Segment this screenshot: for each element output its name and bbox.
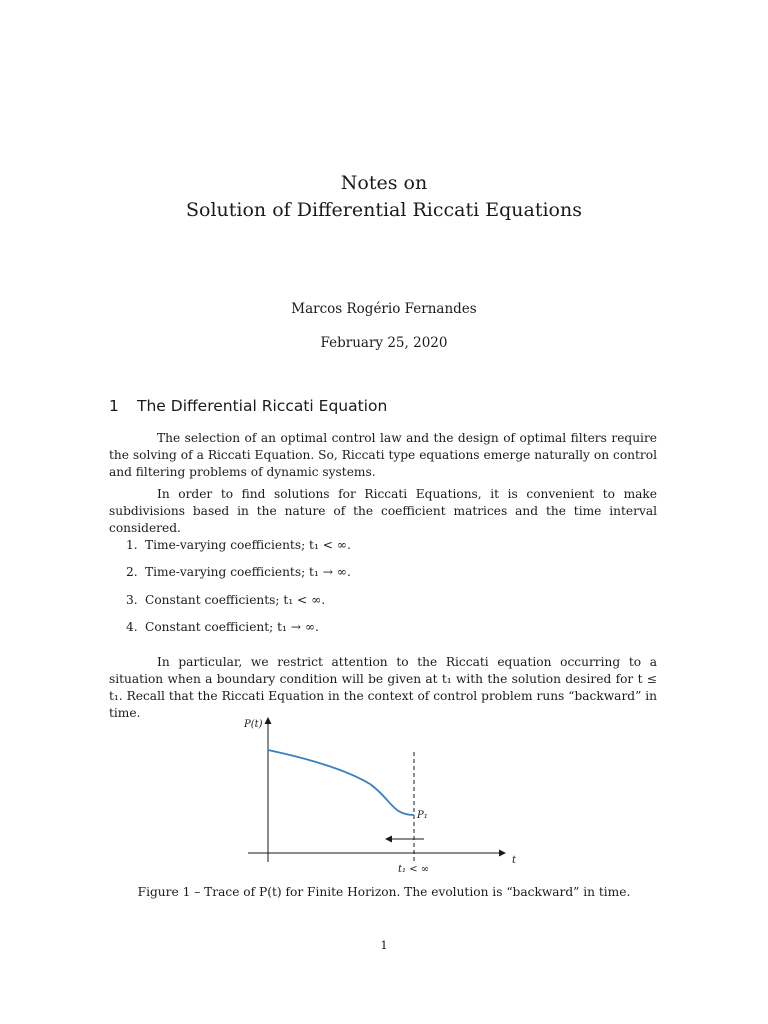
t1-tick-label: t₁ < ∞ (398, 864, 430, 875)
x-axis-label: t (512, 855, 517, 866)
y-axis-label: P(t) (244, 719, 263, 730)
list-item (126, 565, 351, 579)
p1-label: P₁ (417, 810, 428, 821)
author: Marcos Rogério Fernandes (291, 301, 477, 317)
document-title (0, 170, 768, 224)
figure-riccati-trace (230, 712, 530, 882)
list-item-number: 1. (126, 538, 138, 552)
list-item-text: Time-varying coefficients; t₁ < ∞. (145, 538, 351, 552)
list-item-number: 2. (126, 565, 138, 579)
p-of-t-curve (268, 750, 414, 815)
paragraph-1: The selection of an optimal control law and the design of optimal filters require the solving of a Riccati Equation. So, Riccati type equations emerge naturally on control and filtering problems of dynamic systems. (109, 431, 657, 479)
title-line-2: Solution of Differential Riccati Equations (186, 199, 582, 221)
date: February 25, 2020 (320, 335, 448, 351)
paragraph-2: In order to find solutions for Riccati Equations, it is convenient to make subdivisions based in the nature of the coefficient matrices and the time interval considered. (109, 487, 657, 535)
title-line-1: Notes on (340, 172, 428, 194)
list-item (126, 620, 319, 634)
list-item-text: Constant coefficient; t₁ → ∞. (145, 620, 319, 634)
list-item-text: Time-varying coefficients; t₁ → ∞. (145, 565, 351, 579)
list-item (126, 593, 325, 607)
figure-caption: Figure 1 – Trace of P(t) for Finite Horizon. The evolution is “backward” in time. (137, 885, 631, 899)
section-title: The Differential Riccati Equation (137, 397, 388, 415)
paragraph-3: In particular, we restrict attention to the Riccati equation occurring to a situation when a boundary condition will be given at t₁ with the solution desired for t ≤ t₁. Recall that the Riccati Equation in the context of control problem runs “backward” in time. (109, 655, 657, 720)
list-item-number: 4. (126, 620, 138, 634)
page-number: 1 (380, 938, 388, 952)
list-item-text: Constant coefficients; t₁ < ∞. (145, 593, 326, 607)
list-item (126, 538, 351, 552)
section-heading (109, 397, 387, 415)
section-number: 1 (109, 397, 119, 415)
list-item-number: 3. (126, 593, 138, 607)
